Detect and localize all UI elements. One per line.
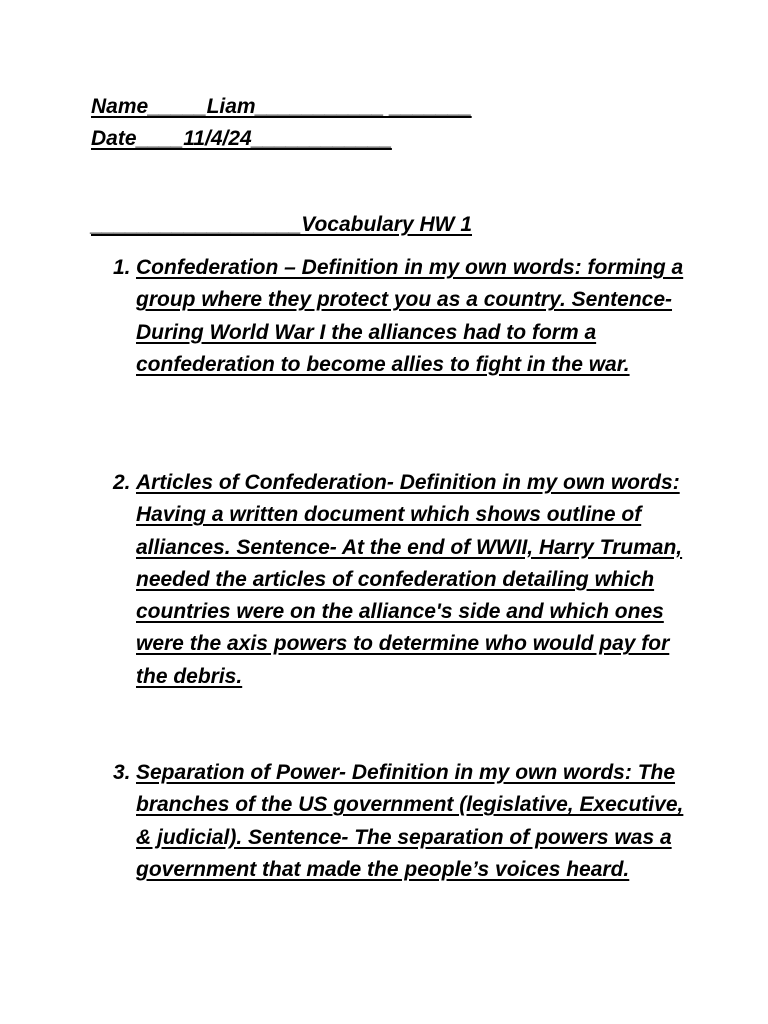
item-text: Separation of Power- Definition in my own words: The branches of the US government (legislative, Executive, & judicial). Sentence- The separation of powers was a government that made the people’s voices heard.: [136, 761, 684, 881]
vocab-item-articles-of-confederation: [113, 467, 693, 693]
name-line: Name_____Liam___________ _______: [91, 95, 472, 118]
date-line: Date____11/4/24____________: [91, 127, 392, 150]
item-text: Articles of Confederation- Definition in my own words: Having a written document which shows outline of alliances. Sentence- At the end of WWII, Harry Truman, needed the articles of confederation detailing which countries were on the alliance's side and which ones were the axis powers to determine who would pay for the debris.: [136, 471, 683, 688]
vocab-item-separation-of-power: [113, 757, 693, 886]
item-number: 2.: [113, 471, 131, 494]
item-number: 3.: [113, 761, 131, 784]
vocab-item-confederation: [113, 252, 693, 381]
item-text: Confederation – Definition in my own words: forming a group where they protect you as a country. Sentence- During World War I the alliances had to form a confederation to become allies to fight in the war.: [136, 256, 684, 376]
document-title: __________________Vocabulary HW 1: [91, 213, 472, 236]
item-number: 1.: [113, 256, 131, 279]
